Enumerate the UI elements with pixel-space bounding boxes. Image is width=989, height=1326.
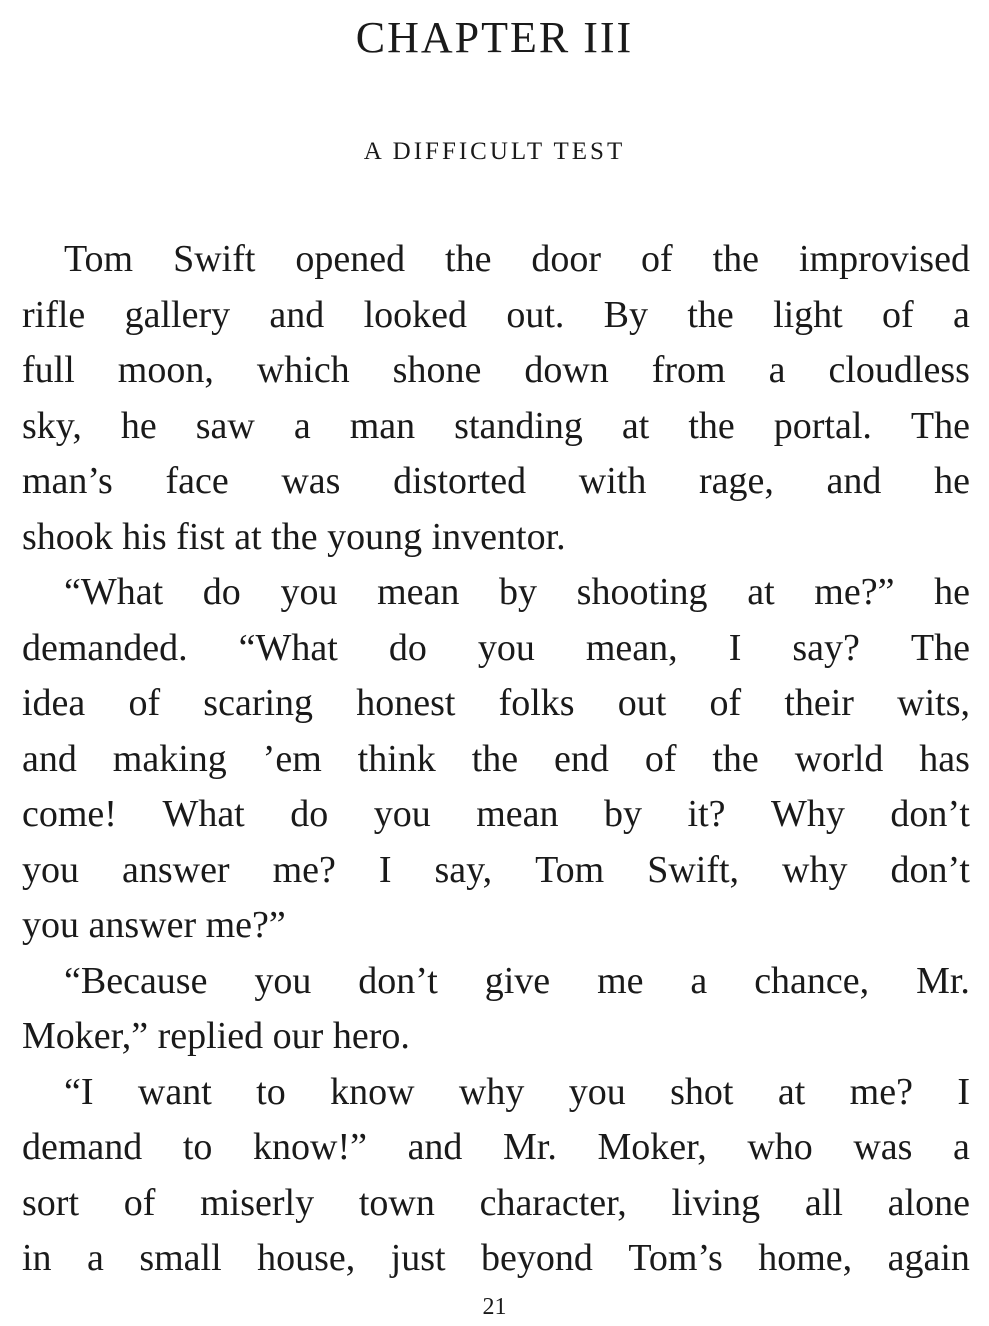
word: What bbox=[162, 793, 245, 835]
word: down bbox=[524, 349, 609, 391]
word: inventor. bbox=[431, 515, 566, 558]
word: me? bbox=[272, 848, 336, 891]
word: full bbox=[22, 349, 75, 391]
text-line bbox=[22, 1120, 970, 1176]
page-number: 21 bbox=[482, 1294, 507, 1320]
text-line bbox=[22, 343, 970, 399]
word: just bbox=[390, 1237, 446, 1279]
word: and bbox=[269, 293, 325, 336]
word: which bbox=[256, 349, 350, 391]
chapter-title: A DIFFICULT TEST bbox=[363, 138, 626, 165]
word: The bbox=[910, 626, 970, 669]
word: demand bbox=[22, 1126, 143, 1168]
word: man’s bbox=[22, 460, 113, 502]
word: improvised bbox=[798, 238, 970, 280]
word: don’t bbox=[890, 793, 970, 835]
word: do bbox=[290, 793, 329, 835]
word: alone bbox=[887, 1181, 970, 1224]
word: of bbox=[123, 1181, 156, 1224]
word: know bbox=[330, 1070, 415, 1113]
word: his bbox=[122, 515, 167, 558]
word: at bbox=[777, 1070, 806, 1113]
text-line bbox=[22, 732, 970, 788]
word: a bbox=[768, 349, 786, 391]
word: beyond bbox=[481, 1237, 593, 1279]
word: to bbox=[256, 1070, 286, 1113]
word: me? bbox=[849, 1070, 913, 1113]
word: it? bbox=[687, 793, 726, 835]
word: end bbox=[554, 737, 609, 780]
text-line bbox=[22, 1009, 970, 1065]
word: by bbox=[604, 793, 643, 835]
word: replied bbox=[157, 1015, 264, 1057]
word: me?” bbox=[814, 571, 895, 613]
word: ’em bbox=[262, 737, 322, 780]
word: the bbox=[271, 515, 318, 558]
word: gallery bbox=[124, 293, 231, 336]
word: of bbox=[882, 293, 914, 336]
text-line bbox=[22, 954, 970, 1010]
word: living bbox=[671, 1181, 761, 1224]
word: and bbox=[407, 1126, 463, 1168]
word: Tom’s bbox=[628, 1237, 723, 1279]
word: our bbox=[272, 1015, 324, 1057]
word: demanded. bbox=[22, 626, 188, 669]
word: shooting bbox=[576, 571, 708, 613]
text-line bbox=[22, 898, 970, 954]
word: mean, bbox=[585, 626, 678, 669]
word: give bbox=[484, 959, 551, 1002]
text-line bbox=[22, 1231, 970, 1287]
word: do bbox=[388, 626, 427, 669]
word: home, bbox=[758, 1237, 853, 1279]
word: I bbox=[728, 626, 742, 669]
word: Mr. bbox=[503, 1126, 557, 1168]
word: of bbox=[644, 737, 677, 780]
word: their bbox=[784, 682, 854, 724]
word: of bbox=[709, 682, 742, 724]
word: looked bbox=[363, 293, 468, 336]
word: character, bbox=[479, 1181, 627, 1224]
word: do bbox=[202, 571, 241, 613]
word: By bbox=[603, 293, 649, 336]
word: mean bbox=[377, 571, 460, 613]
word: face bbox=[165, 460, 229, 502]
text-line bbox=[22, 510, 970, 566]
word: distorted bbox=[393, 460, 527, 502]
text-line bbox=[22, 232, 970, 288]
word: the bbox=[445, 238, 492, 280]
word: say? bbox=[792, 626, 860, 669]
word: moon, bbox=[117, 349, 214, 391]
word: the bbox=[471, 737, 519, 780]
word: opened bbox=[295, 238, 406, 280]
word: shot bbox=[670, 1070, 734, 1113]
body-text bbox=[22, 232, 970, 1287]
word: young bbox=[327, 515, 423, 558]
word: Swift, bbox=[647, 848, 740, 891]
word: say, bbox=[434, 848, 493, 891]
word: with bbox=[578, 460, 647, 502]
word: was bbox=[853, 1126, 913, 1168]
word: hero. bbox=[332, 1015, 410, 1057]
word: standing bbox=[454, 404, 583, 447]
word: “I bbox=[64, 1070, 94, 1113]
word: you bbox=[254, 959, 312, 1002]
word: light bbox=[773, 293, 843, 336]
text-line bbox=[22, 787, 970, 843]
word: The bbox=[910, 404, 970, 447]
word: you bbox=[280, 571, 338, 613]
text-line bbox=[22, 399, 970, 455]
word: “Because bbox=[64, 959, 208, 1002]
word: portal. bbox=[773, 404, 872, 447]
word: scaring bbox=[203, 682, 314, 724]
word: door bbox=[531, 238, 602, 280]
word: all bbox=[804, 1181, 843, 1224]
word: to bbox=[182, 1126, 213, 1168]
word: and bbox=[22, 737, 77, 780]
word: world bbox=[794, 737, 884, 780]
word: Mr. bbox=[916, 959, 970, 1002]
word: making bbox=[112, 737, 227, 780]
word: Why bbox=[771, 793, 845, 835]
text-line bbox=[22, 565, 970, 621]
text-line bbox=[22, 621, 970, 677]
word: mean bbox=[476, 793, 559, 835]
word: honest bbox=[356, 682, 456, 724]
word: out. bbox=[506, 293, 565, 336]
word: I bbox=[957, 1070, 970, 1113]
word: the bbox=[712, 238, 760, 280]
word: sort bbox=[22, 1181, 79, 1224]
word: in bbox=[22, 1237, 52, 1279]
word: why bbox=[782, 848, 848, 891]
word: at bbox=[234, 515, 262, 558]
word: me bbox=[597, 959, 644, 1002]
word: shone bbox=[392, 349, 482, 391]
text-line bbox=[22, 676, 970, 732]
word: don’t bbox=[358, 959, 438, 1002]
word: Moker,” bbox=[22, 1015, 149, 1057]
text-line bbox=[22, 288, 970, 344]
word: “What bbox=[238, 626, 338, 669]
text-line bbox=[22, 1065, 970, 1121]
word: small bbox=[139, 1237, 222, 1279]
word: cloudless bbox=[828, 349, 970, 391]
word: of bbox=[641, 238, 673, 280]
word: at bbox=[747, 571, 775, 613]
text-line bbox=[22, 454, 970, 510]
word: think bbox=[357, 737, 436, 780]
word: idea bbox=[22, 682, 86, 724]
word: who bbox=[747, 1126, 813, 1168]
word: he bbox=[934, 460, 970, 502]
text-line bbox=[22, 843, 970, 899]
word: a bbox=[293, 404, 311, 447]
word: a bbox=[953, 293, 970, 336]
word: man bbox=[349, 404, 416, 447]
word: of bbox=[128, 682, 161, 724]
word: answer bbox=[121, 848, 230, 891]
word: why bbox=[458, 1070, 525, 1113]
word: fist bbox=[176, 515, 225, 558]
word: chance, bbox=[754, 959, 870, 1002]
word: you bbox=[22, 848, 79, 891]
word: you bbox=[568, 1070, 626, 1113]
word: the bbox=[712, 737, 759, 780]
word: Tom bbox=[64, 238, 134, 280]
word: come! bbox=[22, 793, 117, 835]
word: again bbox=[887, 1237, 970, 1279]
word: he bbox=[120, 404, 157, 447]
word: and bbox=[826, 460, 882, 502]
word: a bbox=[87, 1237, 104, 1279]
word: the bbox=[687, 293, 734, 336]
word: me?” bbox=[205, 904, 286, 946]
word: miserly bbox=[200, 1181, 315, 1224]
word: house, bbox=[257, 1237, 356, 1279]
word: from bbox=[651, 349, 726, 391]
word: wits, bbox=[897, 682, 970, 724]
word: you bbox=[22, 904, 79, 946]
word: Swift bbox=[173, 238, 256, 280]
word: rage, bbox=[698, 460, 774, 502]
word: by bbox=[499, 571, 538, 613]
text-line bbox=[22, 1176, 970, 1232]
word: want bbox=[137, 1070, 212, 1113]
word: you bbox=[477, 626, 535, 669]
word: has bbox=[919, 737, 970, 780]
word: shook bbox=[22, 515, 113, 558]
word: Tom bbox=[535, 848, 605, 891]
word: out bbox=[617, 682, 667, 724]
word: know!” bbox=[253, 1126, 367, 1168]
word: the bbox=[688, 404, 735, 447]
word: folks bbox=[498, 682, 575, 724]
word: a bbox=[690, 959, 708, 1002]
word: at bbox=[621, 404, 650, 447]
word: was bbox=[281, 460, 341, 502]
word: rifle bbox=[22, 293, 86, 336]
word: a bbox=[953, 1126, 970, 1168]
word: Moker, bbox=[597, 1126, 707, 1168]
chapter-heading: CHAPTER III bbox=[355, 13, 634, 62]
word: I bbox=[378, 848, 392, 891]
word: you bbox=[373, 793, 431, 835]
word: “What bbox=[64, 571, 164, 613]
word: town bbox=[358, 1181, 435, 1224]
word: sky, bbox=[22, 404, 82, 447]
word: don’t bbox=[890, 848, 970, 891]
word: he bbox=[934, 571, 970, 613]
word: answer bbox=[88, 904, 197, 946]
word: saw bbox=[195, 404, 255, 447]
